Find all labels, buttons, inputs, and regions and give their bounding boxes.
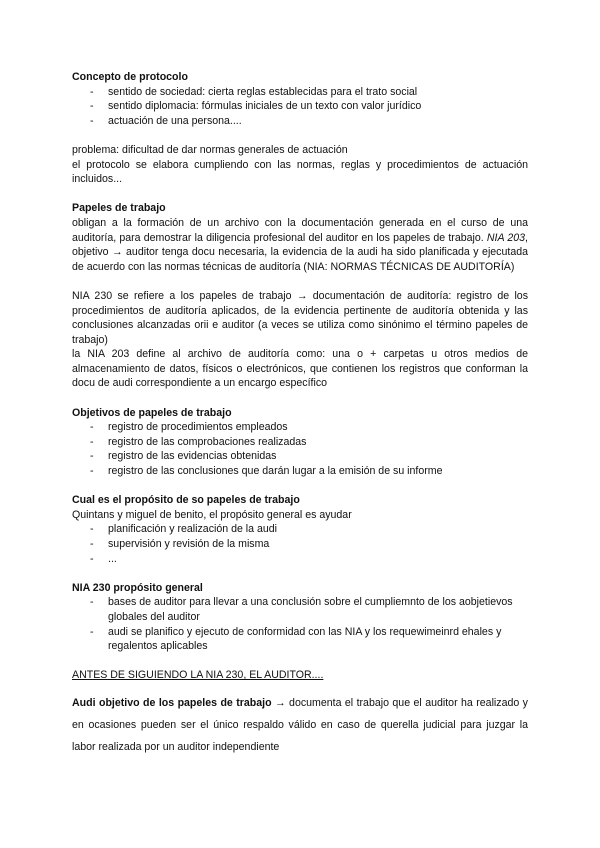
list-item: - sentido de sociedad: cierta reglas establecidas para el trato social <box>72 85 528 100</box>
proposito-list <box>72 522 528 566</box>
papeles-intro-b: , objetivo → auditor tenga docu necesaria, la evidencia de la audi ha sido planificada y ejecutada de acuerdo con las normas técnicas de auditoría (NIA: NORMAS TÉCNICAS DE AUDITORÍA) <box>72 231 528 273</box>
list-item: - registro de las comprobaciones realizadas <box>72 435 528 450</box>
document-body <box>72 70 528 758</box>
objetivos-list <box>72 420 528 478</box>
nia230-text: NIA 230 se refiere a los papeles de trabajo → documentación de auditoría: registro de los procedimientos de auditoría aplicados, de la evidencia pertinente de auditoría obtenida y las conclusiones alcanzadas orii e auditor (a veces se utiliza como sinónimo el término papeles de trabajo) <box>72 289 528 346</box>
heading-papeles-trabajo: Papeles de trabajo <box>72 202 166 215</box>
nia230-proposito-list <box>72 595 528 653</box>
antes-nia230-heading: ANTES DE SIGUIENDO LA NIA 230, EL AUDITOR.... <box>72 669 324 682</box>
list-item: - supervisión y revisión de la misma <box>72 537 528 552</box>
list-item: - ... <box>72 552 528 567</box>
list-item: - registro de las conclusiones que darán lugar a la emisión de su informe <box>72 464 528 479</box>
nia-203-ref: NIA 203 <box>486 231 526 244</box>
list-item: - registro de procedimientos empleados <box>72 420 528 435</box>
heading-proposito: Cual es el propósito de so papeles de trabajo <box>72 494 300 507</box>
papeles-intro-a: obligan a la formación de un archivo con la documentación generada en el curso de una auditoría, para demostrar la diligencia profesional del auditor en los papeles de trabajo. <box>72 216 528 244</box>
list-item: - actuación de una persona.... <box>72 114 528 129</box>
list-item: - sentido diplomacia: fórmulas iniciales de un texto con valor jurídico <box>72 99 528 114</box>
problema-text: problema: dificultad de dar normas generales de actuación <box>72 143 348 156</box>
heading-objetivos: Objetivos de papeles de trabajo <box>72 406 232 419</box>
list-item: - bases de auditor para llevar a una conclusión sobre el cumpliemnto de los aobjetievos globales del auditor <box>72 595 528 624</box>
heading-nia230-proposito: NIA 230 propósito general <box>72 581 203 594</box>
heading-concepto-protocolo: Concepto de protocolo <box>72 71 188 83</box>
proposito-intro: Quintans y miguel de benito, el propósito general es ayudar <box>72 508 352 521</box>
elaboracion-text: el protocolo se elabora cumpliendo con las normas, reglas y procedimientos de actuación incluidos... <box>72 158 528 186</box>
audi-objetivo-bold: Audi objetivo de los papeles de trabajo <box>72 696 272 709</box>
nia203-text: la NIA 203 define al archivo de auditoría como: una o + carpetas u otros medios de almacenamiento de datos, físicos o electrónicos, que contienen los registros que conforman la docu de audi correspondiente a un encargo específico <box>72 348 528 390</box>
list-item: - planificación y realización de la audi <box>72 522 528 537</box>
papeles-intro <box>72 216 528 274</box>
list-item: - registro de las evidencias obtenidas <box>72 449 528 464</box>
protocolo-list <box>72 85 528 129</box>
audi-objetivo-paragraph <box>72 692 528 758</box>
audi-objetivo-rest: → documenta el trabajo que el auditor ha realizado y en ocasiones pueden ser el único respaldo válido en caso de querella judicial para juzgar la labor realizada por un auditor independiente <box>72 696 528 753</box>
list-item: - audi se planifico y ejecuto de conformidad con las NIA y los requewimeinrd ehales y regalentos aplicables <box>72 625 528 654</box>
